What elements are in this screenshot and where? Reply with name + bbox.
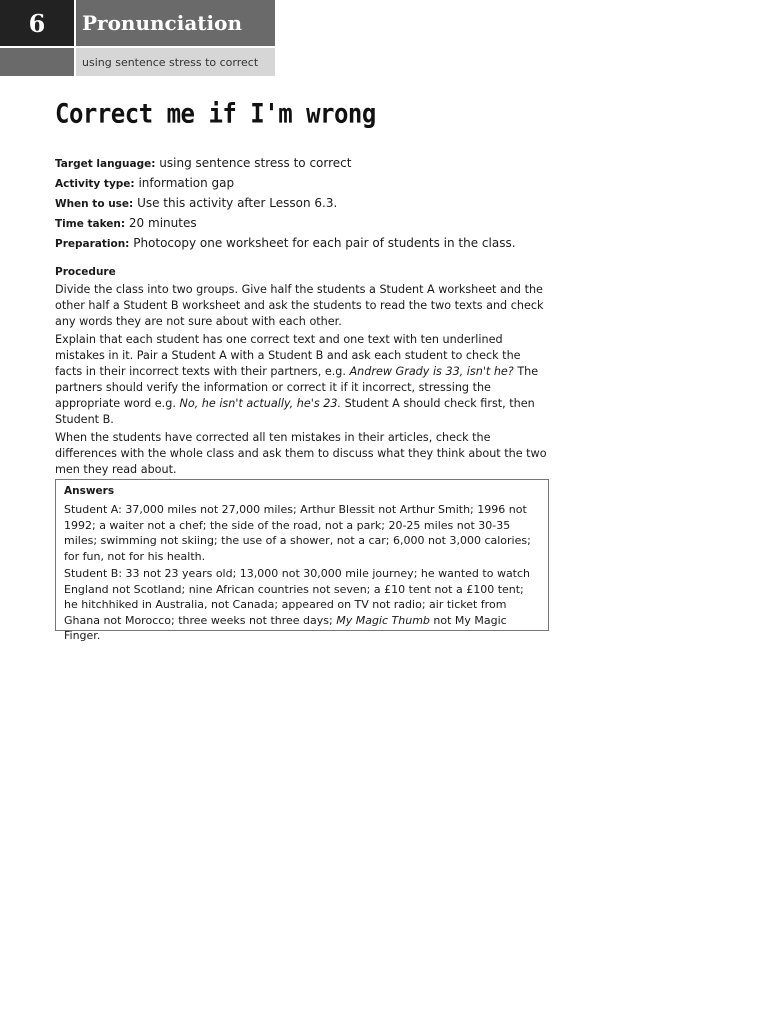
- procedure-paragraph-3: When the students have corrected all ten mistakes in their articles, check the differences with the whole class and ask them to discuss what they think about the two men they read about.: [55, 431, 547, 476]
- meta-activity-type: [55, 174, 555, 194]
- example-correction: No, he isn't actually, he's 23.: [179, 397, 342, 410]
- text-run: Explain that each student has one correct text and one text with ten underlined mistakes in it. Pair a Student A with a Student B and ask each student to check the facts in their incorrect texts with their partners, e.g.: [55, 333, 521, 378]
- meta-label: Target language:: [55, 158, 156, 170]
- meta-when-to-use: [55, 194, 555, 214]
- page-title: Correct me if I'm wrong: [55, 98, 376, 130]
- answers-heading: Answers: [64, 485, 115, 497]
- text-run: Student A should check first, then Student B.: [55, 397, 535, 426]
- book-title: My Magic Thumb: [336, 613, 430, 627]
- meta-preparation: [55, 234, 555, 254]
- meta-value: Use this activity after Lesson 6.3.: [137, 196, 338, 210]
- unit-number: 6: [0, 0, 74, 46]
- answers-box: [55, 479, 549, 642]
- meta-value: using sentence stress to correct: [159, 156, 352, 170]
- text-run: Student B: 33 not 23 years old; 13,000 not 30,000 mile journey; he wanted to watch England not Scotland; nine African countries not seven; a £10 tent not a £100 tent; he hitchhiked in Australia, not Canada; appeared on TV not radio; air ticket from Ghana not Morocco; three weeks not three days;: [64, 567, 531, 627]
- meta-time-taken: [55, 214, 555, 234]
- meta-value: Photocopy one worksheet for each pair of students in the class.: [133, 236, 516, 250]
- unit-number-subband: [0, 48, 74, 76]
- answers-student-a: Student A: 37,000 miles not 27,000 miles; Arthur Blessit not Arthur Smith; 1996 not 1992; a waiter not a chef; the side of the road, not a park; 20-25 miles not 30-35 miles; swimming not skiing; the use of a shower, not a car; 6,000 not 3,000 calories; for fun, not for his health.: [64, 503, 531, 563]
- procedure-paragraph-2: [55, 332, 550, 428]
- procedure-section: [55, 266, 550, 480]
- section-title: Pronunciation: [76, 0, 275, 46]
- meta-target-language: [55, 154, 555, 174]
- procedure-paragraph-1: Divide the class into two groups. Give half the students a Student A worksheet and the other half a Student B worksheet and ask the students to read the two texts and check any words they are not sure about with each other.: [55, 283, 544, 328]
- text-run: not My Magic Finger.: [64, 613, 507, 642]
- meta-label: Time taken:: [55, 218, 126, 230]
- meta-label: Preparation:: [55, 238, 130, 250]
- meta-label: When to use:: [55, 198, 134, 210]
- meta-value: information gap: [138, 176, 235, 190]
- text-run: The partners should verify the information or correct it if it incorrect, stressing the appropriate word e.g.: [55, 365, 539, 410]
- section-subtitle: using sentence stress to correct: [76, 48, 275, 76]
- activity-meta: [55, 154, 555, 254]
- procedure-heading: Procedure: [55, 266, 116, 278]
- answers-student-b: [64, 566, 540, 644]
- meta-label: Activity type:: [55, 178, 135, 190]
- example-question: Andrew Grady is 33, isn't he?: [349, 365, 514, 378]
- meta-value: 20 minutes: [128, 216, 197, 230]
- page-header: [0, 0, 275, 76]
